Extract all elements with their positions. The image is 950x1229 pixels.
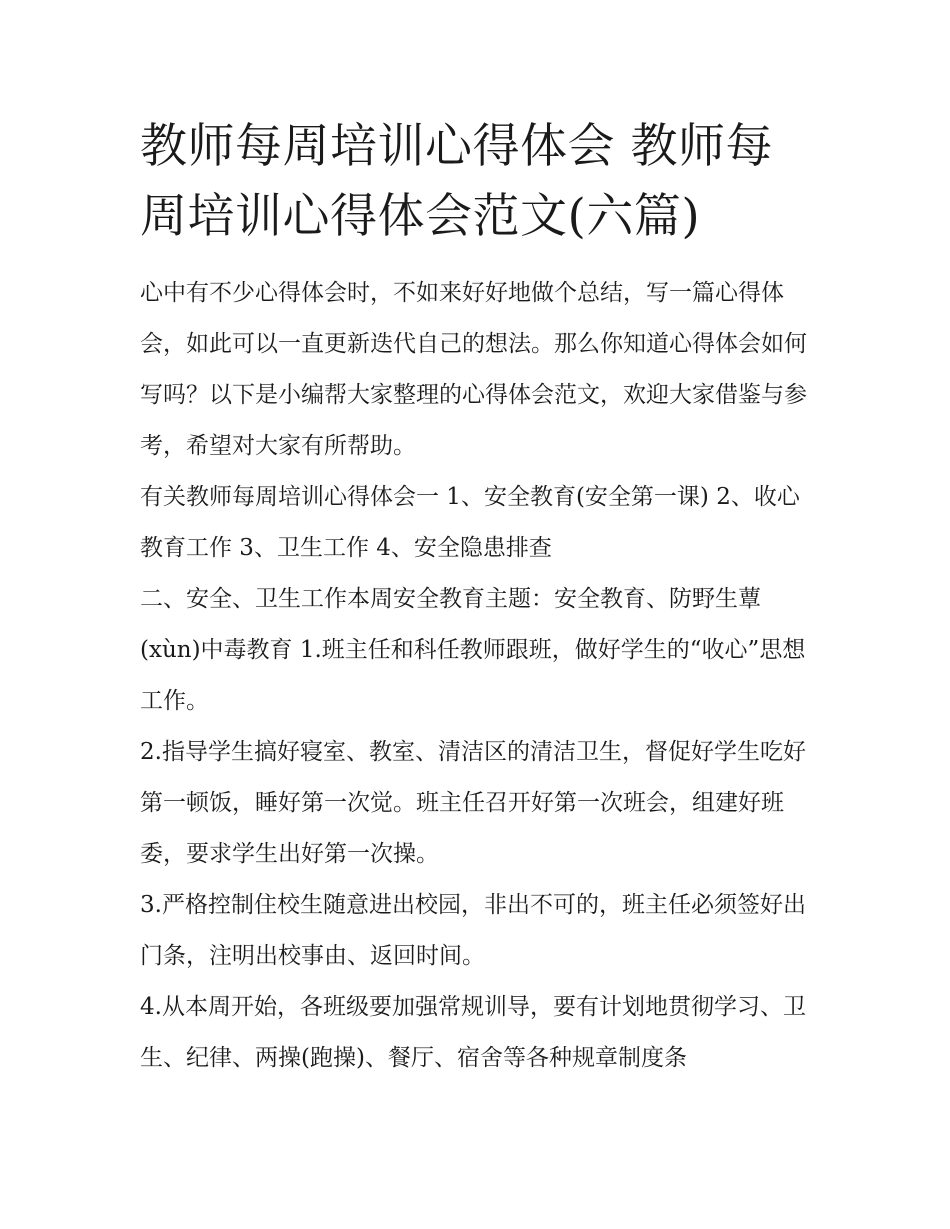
document-page (140, 112, 815, 1084)
paragraph-intro: 心中有不少心得体会时，不如来好好地做个总结，写一篇心得体会，如此可以一直更新迭代自己的想法。那么你知道心得体会如何写吗？以下是小编帮大家整理的心得体会范文，欢迎大家借鉴与参考，希望对大家有所帮助。 (140, 280, 807, 459)
paragraph-item-2: 2.指导学生搞好寝室、教室、清洁区的清洁卫生，督促好学生吃好第一顿饭，睡好第一次觉。班主任召开好第一次班会，组建好班委，要求学生出好第一次操。 (140, 739, 806, 867)
document-body (140, 268, 815, 1084)
paragraph-outline: 有关教师每周培训心得体会一 1、安全教育(安全第一课) 2、收心教育工作 3、卫生工作 4、安全隐患排查 (140, 484, 800, 561)
paragraph-section-two: 二、安全、卫生工作本周安全教育主题：安全教育、防野生蕈(xùn)中毒教育 1.班主任和科任教师跟班，做好学生的“收心”思想工作。 (140, 586, 806, 714)
paragraph-item-4: 4.从本周开始，各班级要加强常规训导，要有计划地贯彻学习、卫生、纪律、两操(跑操)、餐厅、宿舍等各种规章制度条 (140, 994, 806, 1071)
document-title: 教师每周培训心得体会 教师每周培训心得体会范文(六篇) (140, 119, 773, 244)
paragraph-item-3: 3.严格控制住校生随意进出校园，非出不可的，班主任必须签好出门条，注明出校事由、返回时间。 (140, 892, 806, 969)
